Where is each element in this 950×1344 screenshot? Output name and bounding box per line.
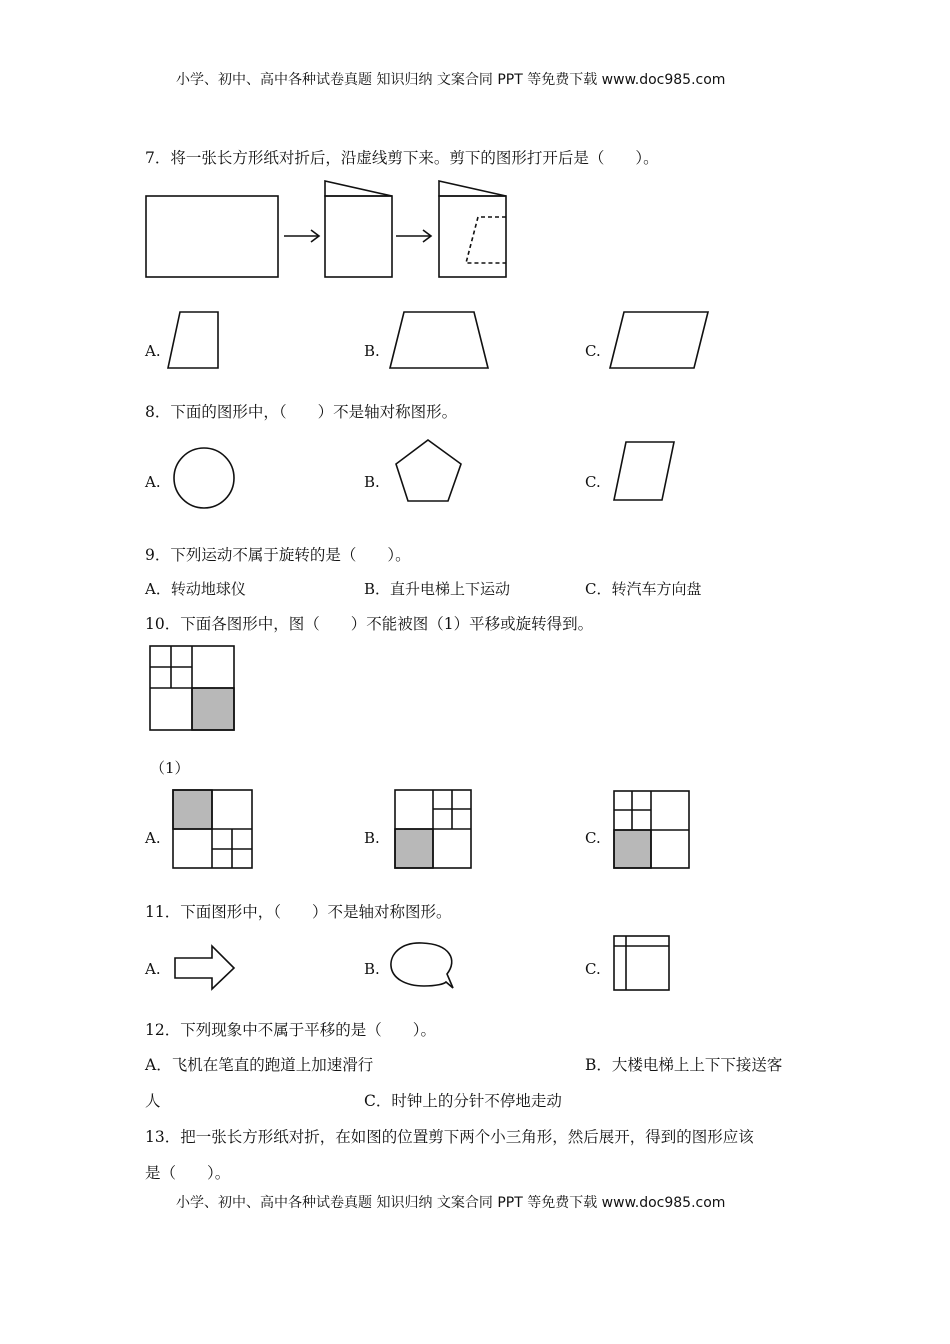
page-footer: 小学、初中、高中各种试卷真题 知识归纳 文案合同 PPT 等免费下载 www.doc985.com xyxy=(176,1195,726,1211)
q8-option-c-label: C. xyxy=(585,473,601,491)
q7-option-a-label: A. xyxy=(145,342,161,360)
page-header: 小学、初中、高中各种试卷真题 知识归纳 文案合同 PPT 等免费下载 www.doc985.com xyxy=(176,72,726,88)
question-12-stem: 12．下列现象中不属于平移的是（ ）。 xyxy=(145,1021,436,1039)
q10-option-b-label: B. xyxy=(364,829,380,847)
q7-option-b-label: B. xyxy=(364,342,380,360)
question-13-stem-line2: 是（ ）。 xyxy=(145,1164,231,1182)
q10-option-c-label: C. xyxy=(585,829,601,847)
q8-option-b-label: B. xyxy=(364,473,380,491)
q11-option-b-label: B. xyxy=(364,960,380,978)
q7-option-c-label: C. xyxy=(585,342,601,360)
question-13-stem-line1: 13．把一张长方形纸对折，在如图的位置剪下两个小三角形，然后展开，得到的图形应该 xyxy=(145,1128,754,1146)
question-10-stem: 10．下面各图形中，图（ ）不能被图（1）平移或旋转得到。 xyxy=(145,615,594,633)
question-7-stem: 7．将一张长方形纸对折后，沿虚线剪下来。剪下的图形打开后是（ ）。 xyxy=(145,149,659,167)
question-9-stem: 9．下列运动不属于旋转的是（ ）。 xyxy=(145,546,411,564)
q11-option-a-label: A. xyxy=(145,960,161,978)
q9-option-b: B．直升电梯上下运动 xyxy=(364,580,511,598)
q9-option-c: C．转汽车方向盘 xyxy=(585,580,702,598)
q9-option-a: A．转动地球仪 xyxy=(145,580,246,598)
q12-option-c: C．时钟上的分针不停地走动 xyxy=(364,1092,562,1110)
q11-option-c-label: C. xyxy=(585,960,601,978)
question-11-stem: 11．下面图形中，（ ）不是轴对称图形。 xyxy=(145,903,452,921)
q12-option-a: A．飞机在笔直的跑道上加速滑行 xyxy=(145,1056,374,1074)
q12-option-b-continued: 人 xyxy=(145,1092,161,1110)
q8-option-a-label: A. xyxy=(145,473,161,491)
q12-option-b: B．大楼电梯上上下下接送客 xyxy=(585,1056,783,1074)
q10-option-a-label: A. xyxy=(145,829,161,847)
q10-figure-1-label: （1） xyxy=(150,759,190,777)
question-8-stem: 8．下面的图形中，（ ）不是轴对称图形。 xyxy=(145,403,458,421)
